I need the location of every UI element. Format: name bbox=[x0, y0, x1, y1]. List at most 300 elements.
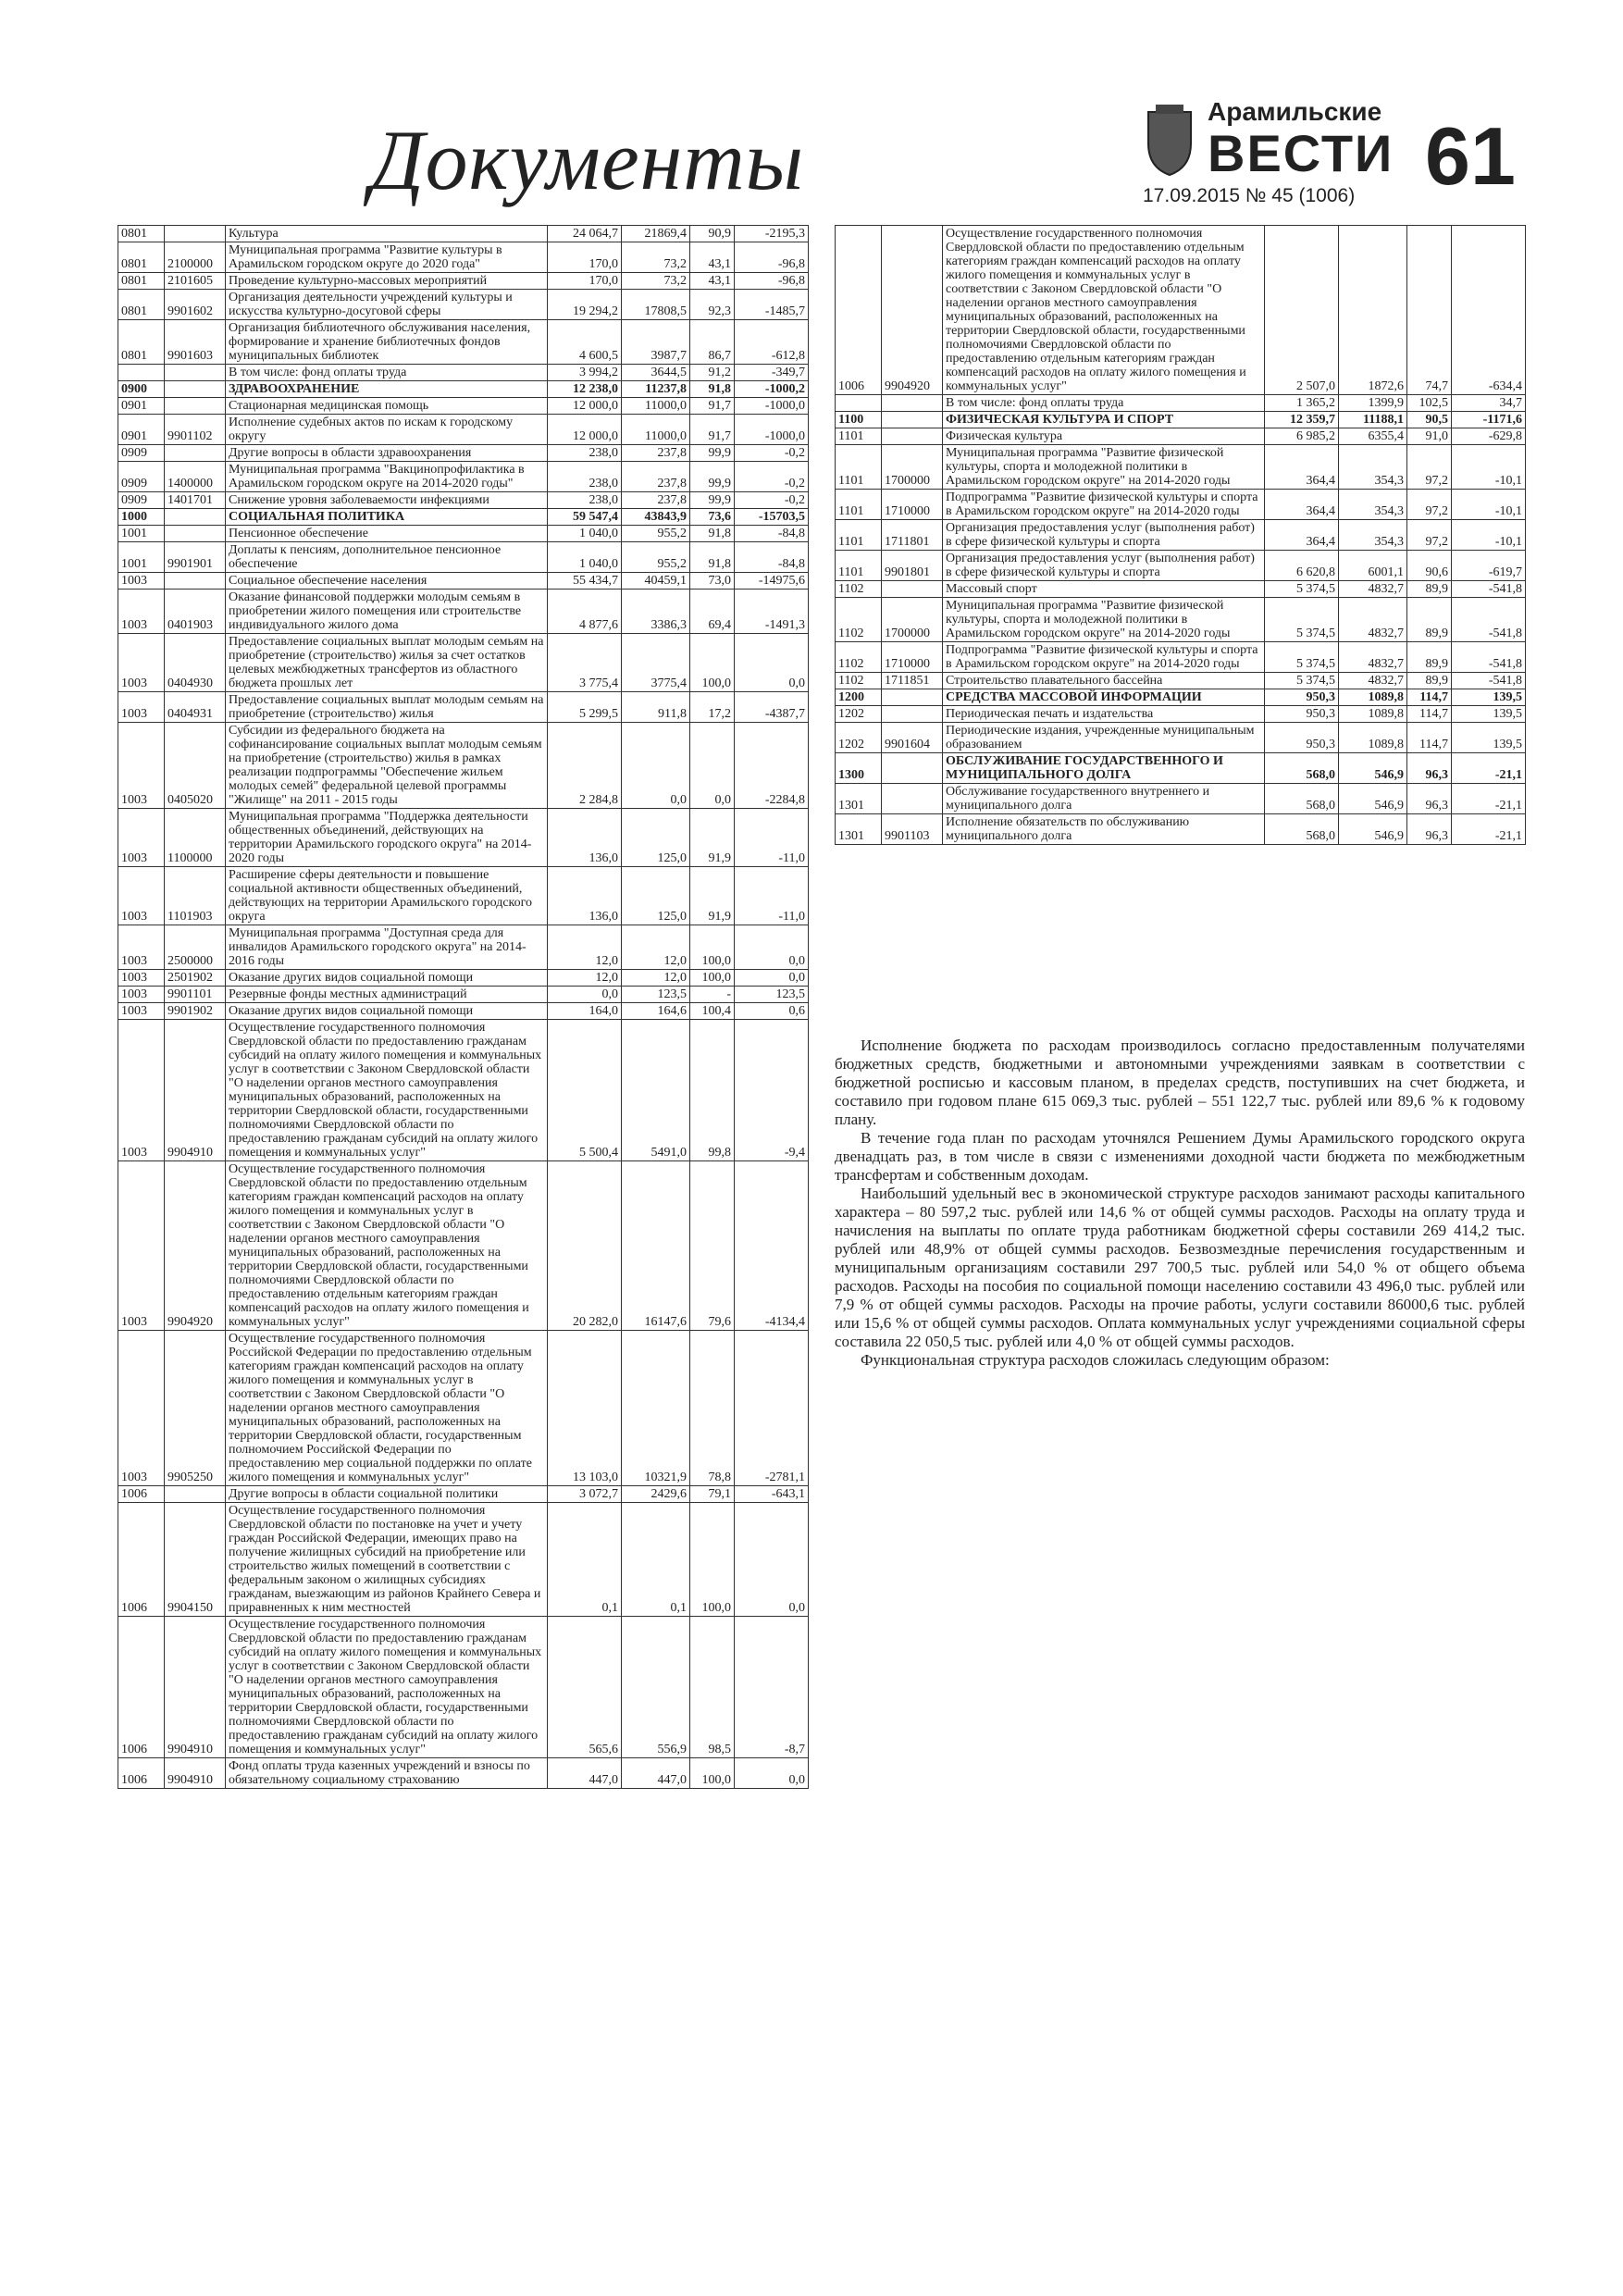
table-cell: 1102 bbox=[836, 673, 882, 689]
table-cell bbox=[165, 365, 226, 381]
table-cell: 90,6 bbox=[1407, 551, 1452, 581]
table-cell: 237,8 bbox=[622, 492, 690, 509]
table-cell: 3 072,7 bbox=[548, 1486, 622, 1503]
table-cell: 0,0 bbox=[735, 925, 809, 970]
table-cell: В том числе: фонд оплаты труда bbox=[226, 365, 548, 381]
table-cell: -10,1 bbox=[1452, 520, 1526, 551]
table-cell: 1003 bbox=[118, 809, 165, 867]
table-row bbox=[118, 398, 809, 415]
table-cell: 0405020 bbox=[165, 723, 226, 809]
table-cell: 0,0 bbox=[690, 723, 735, 809]
paragraph: Функциональная структура расходов сложилась следующим образом: bbox=[861, 1351, 1330, 1369]
table-cell: 43,1 bbox=[690, 273, 735, 290]
table-cell: 950,3 bbox=[1265, 689, 1339, 706]
table-row bbox=[836, 226, 1526, 395]
table-row bbox=[118, 273, 809, 290]
table-cell: Другие вопросы в области здравоохранения bbox=[226, 445, 548, 462]
table-cell: 9901103 bbox=[882, 814, 943, 845]
logo-line1: Арамильские bbox=[1208, 97, 1382, 126]
table-row bbox=[118, 1503, 809, 1617]
table-cell: 1 040,0 bbox=[548, 542, 622, 573]
table-row bbox=[836, 428, 1526, 445]
table-cell: 1 365,2 bbox=[1265, 395, 1339, 412]
table-cell bbox=[882, 706, 943, 723]
table-cell: 5 500,4 bbox=[548, 1020, 622, 1161]
table-cell: 79,1 bbox=[690, 1486, 735, 1503]
table-cell: 0,0 bbox=[548, 987, 622, 1003]
table-cell: 55 434,7 bbox=[548, 573, 622, 590]
table-cell: Проведение культурно-массовых мероприятий bbox=[226, 273, 548, 290]
table-cell: -0,2 bbox=[735, 462, 809, 492]
table-row bbox=[118, 320, 809, 365]
table-cell: 568,0 bbox=[1265, 784, 1339, 814]
table-cell: Субсидии из федерального бюджета на софинансирование социальных выплат молодым семьям на приобретение (строительство) жилья в рамках реализации подпрограммы "Обеспечение жильем молодых семей" федеральной целевой программы "Жилище" на 2011 - 2015 годы bbox=[226, 723, 548, 809]
table-row bbox=[836, 445, 1526, 490]
table-row bbox=[118, 242, 809, 273]
table-cell: 0,6 bbox=[735, 1003, 809, 1020]
table-cell: -21,1 bbox=[1452, 784, 1526, 814]
table-cell: Снижение уровня заболеваемости инфекциями bbox=[226, 492, 548, 509]
table-cell: 568,0 bbox=[1265, 753, 1339, 784]
table-cell: В том числе: фонд оплаты труда bbox=[943, 395, 1265, 412]
table-cell: 3644,5 bbox=[622, 365, 690, 381]
table-cell: 1003 bbox=[118, 970, 165, 987]
table-cell: 114,7 bbox=[1407, 706, 1452, 723]
table-cell: 1101 bbox=[836, 445, 882, 490]
table-cell: 99,9 bbox=[690, 492, 735, 509]
table-row bbox=[836, 520, 1526, 551]
table-cell: 0,0 bbox=[735, 634, 809, 692]
budget-analysis-text bbox=[835, 1036, 1525, 1370]
table-cell: 1102 bbox=[836, 581, 882, 598]
table-cell: 59 547,4 bbox=[548, 509, 622, 526]
table-row bbox=[118, 970, 809, 987]
table-cell: 12 359,7 bbox=[1265, 412, 1339, 428]
newspaper-logo bbox=[1143, 97, 1394, 206]
table-cell: 1000 bbox=[118, 509, 165, 526]
table-cell: 125,0 bbox=[622, 809, 690, 867]
table-cell: 3386,3 bbox=[622, 590, 690, 634]
table-cell: 238,0 bbox=[548, 445, 622, 462]
table-cell: 90,9 bbox=[690, 226, 735, 242]
table-cell: 4832,7 bbox=[1339, 581, 1407, 598]
table-cell: 19 294,2 bbox=[548, 290, 622, 320]
table-cell: -1000,0 bbox=[735, 415, 809, 445]
table-cell: 354,3 bbox=[1339, 520, 1407, 551]
table-cell: 0801 bbox=[118, 226, 165, 242]
table-cell: -11,0 bbox=[735, 867, 809, 925]
table-cell: 3 775,4 bbox=[548, 634, 622, 692]
table-cell bbox=[836, 395, 882, 412]
table-cell bbox=[882, 412, 943, 428]
table-row bbox=[836, 814, 1526, 845]
table-row bbox=[118, 509, 809, 526]
table-cell: 9904150 bbox=[165, 1503, 226, 1617]
table-cell: 0,1 bbox=[548, 1503, 622, 1617]
table-cell: 5 299,5 bbox=[548, 692, 622, 723]
table-cell: 1003 bbox=[118, 867, 165, 925]
table-cell: 1003 bbox=[118, 1020, 165, 1161]
table-cell: -2195,3 bbox=[735, 226, 809, 242]
section-title: Документы bbox=[370, 113, 805, 207]
table-cell: 9901901 bbox=[165, 542, 226, 573]
table-cell: Осуществление государственного полномочия Свердловской области по постановке на учет и учету граждан Российской Федерации, имеющих право на получение жилищных субсидий на приобретение или строительство жилых помещений в соответствии с федеральным законом о жилищных субсидиях гражданам, выезжающим из районов Крайнего Севера и приравненных к ним местностей bbox=[226, 1503, 548, 1617]
table-cell: -21,1 bbox=[1452, 753, 1526, 784]
table-cell: Осуществление государственного полномочия Свердловской области по предоставлению отдельным категориям граждан компенсаций расходов на оплату жилого помещения и коммунальных услуг в соответствии с Законом Свердловской области "О наделении органов местного самоуправления муниципальных образований, расположенных на территории Свердловской области, государственными полномочиями Свердловской области по предоставлению отдельным категориям граждан компенсаций расходов на оплату жилого помещения и коммунальных услуг" bbox=[943, 226, 1265, 395]
table-cell: 40459,1 bbox=[622, 573, 690, 590]
table-cell: 354,3 bbox=[1339, 490, 1407, 520]
table-row bbox=[836, 753, 1526, 784]
table-cell: -9,4 bbox=[735, 1020, 809, 1161]
issue-date: 17.09.2015 № 45 (1006) bbox=[1143, 185, 1356, 206]
table-cell: 9901801 bbox=[882, 551, 943, 581]
table-cell: 2 507,0 bbox=[1265, 226, 1339, 395]
table-cell: 170,0 bbox=[548, 273, 622, 290]
table-row bbox=[118, 226, 809, 242]
table-cell: 34,7 bbox=[1452, 395, 1526, 412]
table-cell: 354,3 bbox=[1339, 445, 1407, 490]
table-row bbox=[836, 673, 1526, 689]
table-cell: -634,4 bbox=[1452, 226, 1526, 395]
table-row bbox=[836, 581, 1526, 598]
table-row bbox=[118, 634, 809, 692]
table-cell: 0,0 bbox=[622, 723, 690, 809]
paragraph: Наибольший удельный вес в экономической структуре расходов занимают расходы капитального характера – 80 597,2 тыс. рублей или 14,6 % от общей суммы расходов. Расходы на оплату труда и начисления на выплаты по оплате труда работникам бюджетной сферы составили 269 414,2 тыс. рублей или 48,9% от общей суммы расходов. Безвозмездные перечисления государственным и муниципальным организациям составили 297 700,5 тыс. рублей или 54,0 % от общего объема расходов. Расходы на пособия по социальной помощи населению составили 43 496,0 тыс. рублей или 7,9 % от общей суммы расходов. Расходы на прочие работы, услуги составили 86000,6 тыс. рублей или 15,6 % от общей суммы расходов. Оплата коммунальных услуг учреждениями социальной сферы составила 22 050,5 тыс. рублей или 4,0 % от общей суммы расходов. bbox=[835, 1185, 1525, 1350]
table-cell: 5 374,5 bbox=[1265, 642, 1339, 673]
table-cell: 1711851 bbox=[882, 673, 943, 689]
table-cell bbox=[882, 395, 943, 412]
table-cell: -14975,6 bbox=[735, 573, 809, 590]
table-cell: 102,5 bbox=[1407, 395, 1452, 412]
table-cell: Другие вопросы в области социальной политики bbox=[226, 1486, 548, 1503]
table-cell: 136,0 bbox=[548, 867, 622, 925]
table-cell: 3775,4 bbox=[622, 634, 690, 692]
table-cell: 20 282,0 bbox=[548, 1161, 622, 1331]
table-cell: 565,6 bbox=[548, 1617, 622, 1758]
table-cell: Исполнение судебных актов по искам к городскому округу bbox=[226, 415, 548, 445]
table-cell: Доплаты к пенсиям, дополнительное пенсионное обеспечение bbox=[226, 542, 548, 573]
table-cell: 136,0 bbox=[548, 809, 622, 867]
table-cell bbox=[165, 509, 226, 526]
table-cell: -619,7 bbox=[1452, 551, 1526, 581]
table-row bbox=[118, 809, 809, 867]
table-cell: 89,9 bbox=[1407, 598, 1452, 642]
table-cell: 0801 bbox=[118, 290, 165, 320]
table-cell: -541,8 bbox=[1452, 642, 1526, 673]
table-cell: 1711801 bbox=[882, 520, 943, 551]
table-cell: 1003 bbox=[118, 573, 165, 590]
table-cell: 125,0 bbox=[622, 867, 690, 925]
table-cell: Организация библиотечного обслуживания населения, формирование и хранение библиотечных фондов муниципальных библиотек bbox=[226, 320, 548, 365]
table-cell: 123,5 bbox=[735, 987, 809, 1003]
table-cell: Осуществление государственного полномочия Российской Федерации по предоставлению отдельным категориям граждан компенсаций расходов на оплату жилого помещения и коммунальных услуг в соответствии с Законом Свердловской области "О наделении органов местного самоуправления муниципальных образований, расположенных на территории Свердловской области, государственным полномочием Российской Федерации по предоставлению мер социальной поддержки по оплате жилого помещения и коммунальных услуг" bbox=[226, 1331, 548, 1486]
table-cell: 2 284,8 bbox=[548, 723, 622, 809]
table-cell: -1485,7 bbox=[735, 290, 809, 320]
table-cell: 100,0 bbox=[690, 634, 735, 692]
table-cell: СОЦИАЛЬНАЯ ПОЛИТИКА bbox=[226, 509, 548, 526]
table-cell: 17808,5 bbox=[622, 290, 690, 320]
table-cell: 73,0 bbox=[690, 573, 735, 590]
table-cell: 1003 bbox=[118, 692, 165, 723]
table-cell: Расширение сферы деятельности и повышение социальной активности общественных объединений, действующих на территории Арамильского городского округа bbox=[226, 867, 548, 925]
table-cell bbox=[165, 526, 226, 542]
table-cell: Оказание других видов социальной помощи bbox=[226, 970, 548, 987]
table-cell: 164,0 bbox=[548, 1003, 622, 1020]
table-cell: -84,8 bbox=[735, 542, 809, 573]
table-cell: -21,1 bbox=[1452, 814, 1526, 845]
table-cell: 96,3 bbox=[1407, 753, 1452, 784]
table-cell: Оказание других видов социальной помощи bbox=[226, 1003, 548, 1020]
table-cell: 1102 bbox=[836, 598, 882, 642]
table-cell: 1102 bbox=[836, 642, 882, 673]
table-cell: Подпрограмма "Развитие физической культуры и спорта в Арамильском городском округе" на 2014-2020 годы bbox=[943, 642, 1265, 673]
table-row bbox=[836, 490, 1526, 520]
coat-of-arms-icon bbox=[1143, 103, 1196, 177]
table-cell: 0,0 bbox=[735, 1758, 809, 1789]
table-cell: 0401903 bbox=[165, 590, 226, 634]
table-cell: 90,5 bbox=[1407, 412, 1452, 428]
table-cell: -1171,6 bbox=[1452, 412, 1526, 428]
table-cell: 238,0 bbox=[548, 462, 622, 492]
table-cell: -4134,4 bbox=[735, 1161, 809, 1331]
table-cell: 6355,4 bbox=[1339, 428, 1407, 445]
table-cell: 1003 bbox=[118, 634, 165, 692]
paragraph: Исполнение бюджета по расходам производилось согласно предоставленным получателями бюджетных средств, бюджетными и автономными учреждениями заявкам в соответствии с бюджетной росписью и кассовым планом, в пределах средств, поступивших на счет бюджета, и составило при годовом плане 615 069,3 тыс. рублей – 551 122,7 тыс. рублей или 89,6 % к годовому плану. bbox=[835, 1036, 1525, 1128]
table-cell: 955,2 bbox=[622, 526, 690, 542]
table-cell: 0404931 bbox=[165, 692, 226, 723]
table-cell: Предоставление социальных выплат молодым семьям на приобретение (строительство) жилья за счет остатков целевых межбюджетных трансфертов из областного бюджета прошлых лет bbox=[226, 634, 548, 692]
table-cell: 447,0 bbox=[622, 1758, 690, 1789]
table-cell: 4832,7 bbox=[1339, 598, 1407, 642]
table-cell bbox=[165, 398, 226, 415]
table-cell: 98,5 bbox=[690, 1617, 735, 1758]
table-cell: 89,9 bbox=[1407, 673, 1452, 689]
table-cell: 9904910 bbox=[165, 1617, 226, 1758]
table-cell: 1202 bbox=[836, 723, 882, 753]
table-cell: 16147,6 bbox=[622, 1161, 690, 1331]
table-cell: 1200 bbox=[836, 689, 882, 706]
table-cell: 237,8 bbox=[622, 462, 690, 492]
table-cell: -8,7 bbox=[735, 1617, 809, 1758]
table-cell: 9901102 bbox=[165, 415, 226, 445]
table-row bbox=[836, 598, 1526, 642]
table-cell: 6001,1 bbox=[1339, 551, 1407, 581]
table-cell: ФИЗИЧЕСКАЯ КУЛЬТУРА И СПОРТ bbox=[943, 412, 1265, 428]
table-cell: 911,8 bbox=[622, 692, 690, 723]
table-cell: Организация предоставления услуг (выполнения работ) в сфере физической культуры и спорта bbox=[943, 520, 1265, 551]
table-cell: 99,9 bbox=[690, 445, 735, 462]
table-cell: -349,7 bbox=[735, 365, 809, 381]
table-cell: -2284,8 bbox=[735, 723, 809, 809]
table-cell: Предоставление социальных выплат молодым семьям на приобретение (строительство) жилья bbox=[226, 692, 548, 723]
table-cell: -4387,7 bbox=[735, 692, 809, 723]
table-row bbox=[836, 395, 1526, 412]
table-cell: 6 620,8 bbox=[1265, 551, 1339, 581]
table-cell: 92,3 bbox=[690, 290, 735, 320]
table-row bbox=[118, 1486, 809, 1503]
table-cell: -1491,3 bbox=[735, 590, 809, 634]
table-cell: 2101605 bbox=[165, 273, 226, 290]
table-cell: 91,7 bbox=[690, 415, 735, 445]
table-row bbox=[118, 1758, 809, 1789]
table-row bbox=[118, 1617, 809, 1758]
table-row bbox=[118, 381, 809, 398]
table-cell: 1003 bbox=[118, 1161, 165, 1331]
table-cell: 1101 bbox=[836, 490, 882, 520]
table-row bbox=[836, 689, 1526, 706]
table-cell: 546,9 bbox=[1339, 814, 1407, 845]
table-cell: 1006 bbox=[118, 1617, 165, 1758]
table-cell: 0801 bbox=[118, 320, 165, 365]
table-row bbox=[118, 1020, 809, 1161]
table-cell: 0909 bbox=[118, 462, 165, 492]
table-cell: 1700000 bbox=[882, 598, 943, 642]
table-cell: 12 238,0 bbox=[548, 381, 622, 398]
table-cell: 13 103,0 bbox=[548, 1331, 622, 1486]
table-cell: 69,4 bbox=[690, 590, 735, 634]
table-cell: 73,2 bbox=[622, 242, 690, 273]
table-cell: 1006 bbox=[836, 226, 882, 395]
table-cell: 100,0 bbox=[690, 925, 735, 970]
table-cell: - bbox=[690, 987, 735, 1003]
table-cell: 1003 bbox=[118, 590, 165, 634]
table-cell: 17,2 bbox=[690, 692, 735, 723]
table-cell: 91,0 bbox=[1407, 428, 1452, 445]
table-cell: 9904920 bbox=[165, 1161, 226, 1331]
budget-table-left bbox=[118, 225, 809, 1789]
table-cell: -0,2 bbox=[735, 445, 809, 462]
table-cell: 1089,8 bbox=[1339, 689, 1407, 706]
table-cell: 86,7 bbox=[690, 320, 735, 365]
table-cell: 114,7 bbox=[1407, 723, 1452, 753]
table-cell: 9904910 bbox=[165, 1020, 226, 1161]
table-cell: 1006 bbox=[118, 1758, 165, 1789]
table-cell bbox=[882, 753, 943, 784]
table-cell: 9904920 bbox=[882, 226, 943, 395]
table-row bbox=[118, 723, 809, 809]
table-cell: 91,9 bbox=[690, 867, 735, 925]
table-cell: 78,8 bbox=[690, 1331, 735, 1486]
table-cell: 546,9 bbox=[1339, 753, 1407, 784]
table-cell: Подпрограмма "Развитие физической культуры и спорта в Арамильском городском округе" на 2014-2020 годы bbox=[943, 490, 1265, 520]
table-cell: -84,8 bbox=[735, 526, 809, 542]
table-cell: ОБСЛУЖИВАНИЕ ГОСУДАРСТВЕННОГО И МУНИЦИПАЛЬНОГО ДОЛГА bbox=[943, 753, 1265, 784]
table-cell bbox=[165, 573, 226, 590]
table-cell: Организация предоставления услуг (выполнения работ) в сфере физической культуры и спорта bbox=[943, 551, 1265, 581]
table-cell: 0900 bbox=[118, 381, 165, 398]
table-cell: 9904910 bbox=[165, 1758, 226, 1789]
table-cell: 5491,0 bbox=[622, 1020, 690, 1161]
table-cell: 91,8 bbox=[690, 542, 735, 573]
table-cell: Осуществление государственного полномочия Свердловской области по предоставлению отдельным категориям граждан компенсаций расходов на оплату жилого помещения и коммунальных услуг в соответствии с Законом Свердловской области "О наделении органов местного самоуправления муниципальных образований, расположенных на территории Свердловской области, государственными полномочиями Свердловской области по предоставлению отдельным категориям граждан компенсаций расходов на оплату жилого помещения и коммунальных услуг" bbox=[226, 1161, 548, 1331]
table-cell: 1003 bbox=[118, 987, 165, 1003]
table-cell: 0901 bbox=[118, 398, 165, 415]
table-cell: 73,2 bbox=[622, 273, 690, 290]
table-row bbox=[118, 445, 809, 462]
table-cell: 91,8 bbox=[690, 526, 735, 542]
table-row bbox=[118, 590, 809, 634]
table-cell: 43,1 bbox=[690, 242, 735, 273]
table-cell: 97,2 bbox=[1407, 445, 1452, 490]
table-cell: Исполнение обязательств по обслуживанию муниципального долга bbox=[943, 814, 1265, 845]
table-cell: -15703,5 bbox=[735, 509, 809, 526]
table-cell: 2429,6 bbox=[622, 1486, 690, 1503]
table-cell: 2100000 bbox=[165, 242, 226, 273]
table-cell: 1001 bbox=[118, 526, 165, 542]
table-cell: Фонд оплаты труда казенных учреждений и взносы по обязательному социальному страхованию bbox=[226, 1758, 548, 1789]
table-row bbox=[118, 492, 809, 509]
table-row bbox=[118, 542, 809, 573]
table-cell: Муниципальная программа "Развитие культуры в Арамильском городском округе до 2020 года" bbox=[226, 242, 548, 273]
table-cell: 10321,9 bbox=[622, 1331, 690, 1486]
table-cell: 89,9 bbox=[1407, 581, 1452, 598]
table-row bbox=[118, 365, 809, 381]
table-cell: 89,9 bbox=[1407, 642, 1452, 673]
table-cell: 1300 bbox=[836, 753, 882, 784]
table-cell: 447,0 bbox=[548, 1758, 622, 1789]
table-cell: -612,8 bbox=[735, 320, 809, 365]
table-cell: 96,3 bbox=[1407, 784, 1452, 814]
table-cell: 73,6 bbox=[690, 509, 735, 526]
table-cell: 1700000 bbox=[882, 445, 943, 490]
table-cell: -96,8 bbox=[735, 273, 809, 290]
table-row bbox=[836, 784, 1526, 814]
table-cell: 1710000 bbox=[882, 642, 943, 673]
table-cell: 139,5 bbox=[1452, 706, 1526, 723]
table-cell: 100,4 bbox=[690, 1003, 735, 1020]
table-cell: 12,0 bbox=[548, 925, 622, 970]
table-row bbox=[118, 1331, 809, 1486]
table-cell: СРЕДСТВА МАССОВОЙ ИНФОРМАЦИИ bbox=[943, 689, 1265, 706]
table-cell bbox=[118, 365, 165, 381]
table-cell: 2500000 bbox=[165, 925, 226, 970]
table-cell: -1000,0 bbox=[735, 398, 809, 415]
table-cell: 1399,9 bbox=[1339, 395, 1407, 412]
table-cell: 1006 bbox=[118, 1503, 165, 1617]
table-cell bbox=[165, 445, 226, 462]
table-cell: 9901902 bbox=[165, 1003, 226, 1020]
table-cell: Периодические издания, учрежденные муниципальным образованием bbox=[943, 723, 1265, 753]
table-cell: 364,4 bbox=[1265, 445, 1339, 490]
table-cell: 5 374,5 bbox=[1265, 673, 1339, 689]
table-cell: 0801 bbox=[118, 273, 165, 290]
table-cell: 3 994,2 bbox=[548, 365, 622, 381]
table-cell: 12,0 bbox=[548, 970, 622, 987]
table-cell bbox=[165, 381, 226, 398]
table-cell: 96,3 bbox=[1407, 814, 1452, 845]
table-cell: 0801 bbox=[118, 242, 165, 273]
table-cell: -629,8 bbox=[1452, 428, 1526, 445]
table-cell: 9901604 bbox=[882, 723, 943, 753]
table-cell: -0,2 bbox=[735, 492, 809, 509]
table-cell: 11000,0 bbox=[622, 398, 690, 415]
table-cell: 114,7 bbox=[1407, 689, 1452, 706]
table-cell bbox=[882, 428, 943, 445]
table-cell: Муниципальная программа "Развитие физической культуры, спорта и молодежной политики в Арамильском городском округе" на 2014-2020 годы bbox=[943, 445, 1265, 490]
table-cell: -11,0 bbox=[735, 809, 809, 867]
table-cell: 1089,8 bbox=[1339, 723, 1407, 753]
table-cell: -541,8 bbox=[1452, 581, 1526, 598]
table-cell: 100,0 bbox=[690, 1758, 735, 1789]
table-cell: Массовый спорт bbox=[943, 581, 1265, 598]
table-cell: -2781,1 bbox=[735, 1331, 809, 1486]
table-cell: 12,0 bbox=[622, 970, 690, 987]
table-cell: 12 000,0 bbox=[548, 398, 622, 415]
table-cell: 0,0 bbox=[735, 970, 809, 987]
table-cell: Муниципальная программа "Вакцинопрофилактика в Арамильском городском округе на 2014-2020 годы" bbox=[226, 462, 548, 492]
table-cell: 12,0 bbox=[622, 925, 690, 970]
page-header bbox=[0, 0, 1623, 217]
